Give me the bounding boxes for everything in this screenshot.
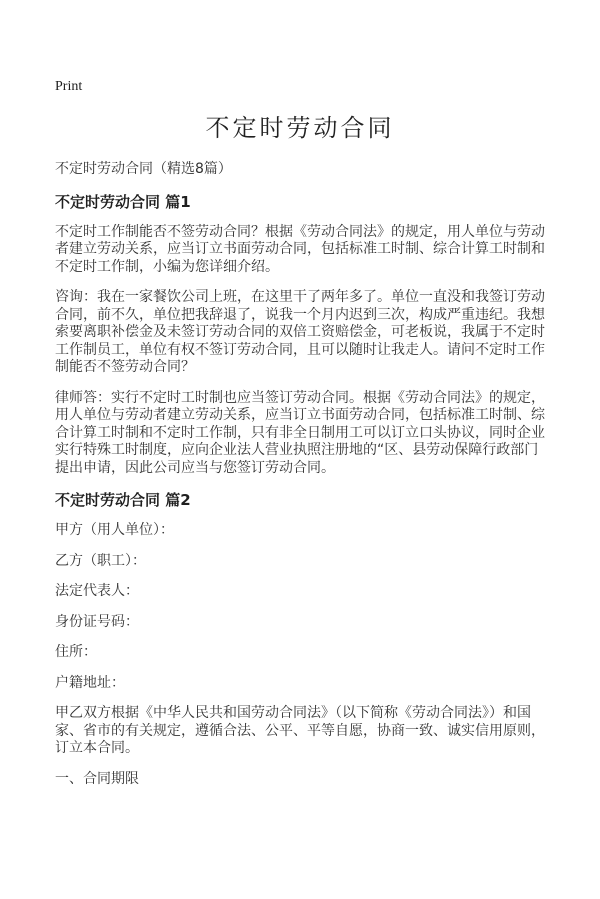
section1-heading: 不定时劳动合同 篇1 xyxy=(55,192,191,211)
section2-heading: 不定时劳动合同 篇2 xyxy=(55,491,191,509)
section2-preamble: 甲乙双方根据《中华人民共和国劳动合同法》（以下简称《劳动合同法》）和国家、省市的有关规定，遵循合法、公平、平等自愿，协商一致、诚实信用原则，订立本合同。 xyxy=(55,705,545,756)
section1-paragraph-lawyer-answer: 律师答：实行不定时工时制也应当签订劳动合同。根据《劳动合同法》的规定，用人单位与劳动者建立劳动关系，应当订立书面劳动合同，包括标准工时制、综合计算工时制和不定时工作制，只有非全日制用工可以订立口头协议，同时企业实行特殊工时制度，应向企业法人营业执照注册地的“区、县劳动保障行政部门提出申请，因此公司应当与您签订劳动合同。 xyxy=(55,389,545,476)
party-a-line: 甲方（用人单位）： xyxy=(55,522,174,538)
page-title: 不定时劳动合同 xyxy=(205,114,395,142)
legal-representative-line: 法定代表人： xyxy=(55,583,139,599)
party-b-line: 乙方（职工）： xyxy=(55,552,146,569)
clause1-heading: 一、合同期限 xyxy=(55,770,139,787)
registered-address-line: 户籍地址： xyxy=(55,674,125,691)
print-link[interactable]: Print xyxy=(55,79,83,94)
residence-line: 住所： xyxy=(55,644,97,660)
section1-paragraph-intro: 不定时工作制能否不签劳动合同？根据《劳动合同法》的规定，用人单位与劳动者建立劳动关系，应当订立书面劳动合同，包括标准工时制、综合计算工时制和不定时工作制，小编为您详细介绍。 xyxy=(55,223,545,275)
section1-paragraph-consult: 咨询：我在一家餐饮公司上班，在这里干了两年多了。单位一直没和我签订劳动合同，前不久，单位把我辞退了，说我一个月内迟到三次，构成严重违纪。我想索要离职补偿金及未签订劳动合同的双倍工资赔偿金，可老板说，我属于不定时工作制员工，单位有权不签订劳动合同，且可以随时让我走人。请问不定时工作制能否不签劳动合同？ xyxy=(55,289,545,375)
id-number-line: 身份证号码： xyxy=(55,613,139,630)
subtitle: 不定时劳动合同（精选8篇） xyxy=(55,161,232,177)
